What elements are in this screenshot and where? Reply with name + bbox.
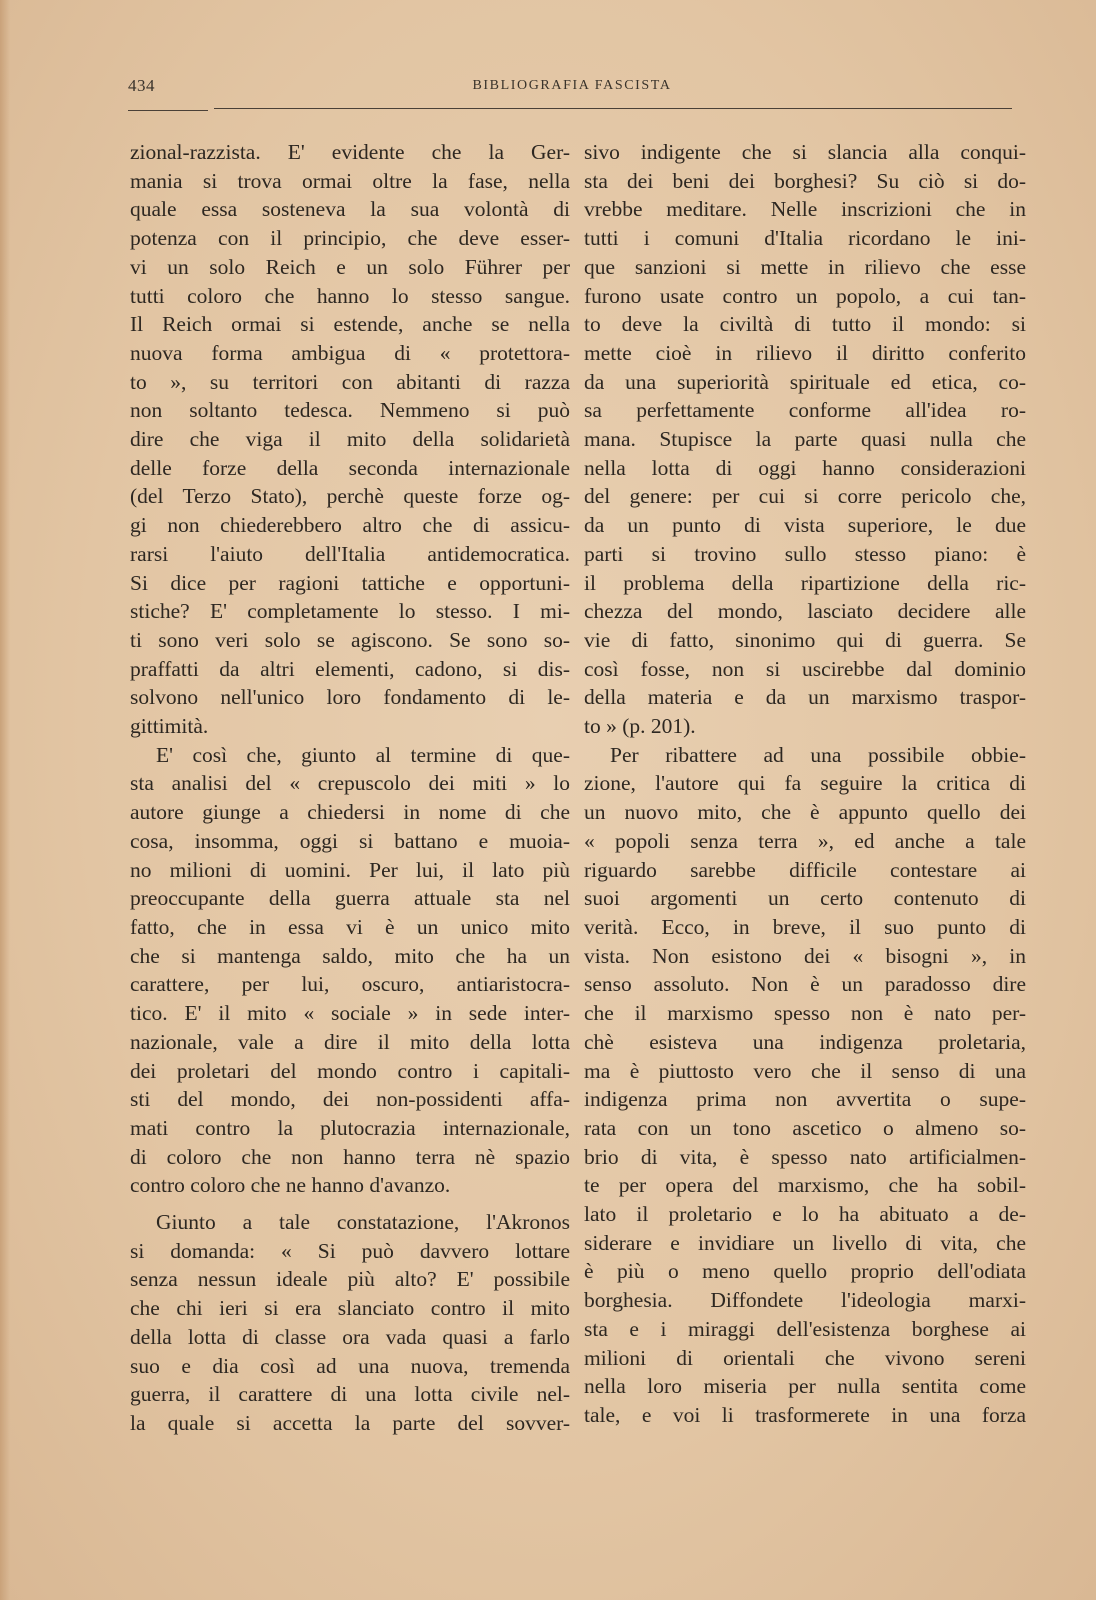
text-line: dire che viga il mito della solidarietà: [130, 427, 570, 452]
text-line: così fosse, non si uscirebbe dal dominio: [584, 656, 1026, 681]
text-line: che il marxismo spesso non è nato per-: [584, 1001, 1026, 1026]
text-line: senso assoluto. Non è un paradosso dire: [584, 972, 1026, 997]
text-line: ma è piuttosto vero che il senso di una: [584, 1058, 1026, 1083]
text-line: nella lotta di oggi hanno considerazioni: [584, 455, 1026, 480]
text-line: mati contro la plutocrazia internazionale,: [130, 1115, 570, 1140]
text-line: rarsi l'aiuto dell'Italia antidemocratica.: [130, 541, 570, 566]
text-line: ti sono veri solo se agiscono. Se sono so-: [130, 627, 570, 652]
text-line: milioni di orientali che vivono sereni: [584, 1345, 1026, 1370]
text-line: sta e i miraggi dell'esistenza borghese ai: [584, 1316, 1026, 1341]
text-line: E' così che, giunto al termine di que-: [156, 742, 570, 767]
text-line: autore giunge a chiedersi in nome di che: [130, 800, 570, 825]
text-line: la quale si accetta la parte del sovver-: [130, 1410, 570, 1435]
text-line: gittimità.: [130, 714, 209, 739]
text-line: tico. E' il mito « sociale » in sede inter-: [130, 1001, 570, 1026]
text-line: to deve la civiltà di tutto il mondo: si: [584, 312, 1026, 337]
text-line: brio di vita, è spesso nato artificialmen-: [584, 1144, 1026, 1169]
header-rule-short: [128, 110, 208, 111]
text-line: tutti coloro che hanno lo stesso sangue.: [130, 283, 570, 308]
text-line: zione, l'autore qui fa seguire la critica di: [584, 771, 1026, 796]
text-line: Si dice per ragioni tattiche e opportuni-: [130, 570, 570, 595]
text-line: praffatti da altri elementi, cadono, si dis-: [130, 656, 570, 681]
text-line: che si mantenga saldo, mito che ha un: [130, 943, 570, 968]
text-line: zional-razzista. E' evidente che la Ger-: [130, 140, 570, 164]
text-line: (del Terzo Stato), perchè queste forze og-: [130, 484, 570, 509]
text-line: gi non chiederebbero altro che di assicu-: [130, 513, 570, 538]
text-line: no milioni di uomini. Per lui, il lato più: [130, 857, 570, 882]
page-header: [128, 76, 1016, 100]
text-line: delle forze della seconda internazionale: [130, 455, 570, 480]
text-line: chè esisteva una indigenza proletaria,: [584, 1029, 1026, 1054]
text-line: della materia e da un marxismo traspor-: [584, 685, 1026, 710]
header-rule-long: [214, 108, 1012, 109]
text-line: nella loro miseria per nulla sentita come: [584, 1374, 1026, 1399]
text-line: il problema della ripartizione della ric-: [584, 570, 1026, 595]
text-line: stiche? E' completamente lo stesso. I mi-: [130, 599, 570, 624]
text-line: verità. Ecco, in breve, il suo punto di: [584, 914, 1026, 939]
text-line: potenza con il principio, che deve esser-: [130, 226, 570, 251]
text-line: quale essa sosteneva la sua volontà di: [130, 197, 570, 222]
text-line: tale, e voi li trasformerete in una forza: [584, 1402, 1026, 1427]
text-line: senza nessun ideale più alto? E' possibile: [130, 1267, 570, 1292]
text-line: mana. Stupisce la parte quasi nulla che: [584, 427, 1026, 452]
right-text-column: [584, 138, 1026, 1430]
text-line: borghesia. Diffondete l'ideologia marxi-: [584, 1288, 1026, 1313]
text-line: della lotta di classe ora vada quasi a farlo: [130, 1324, 570, 1349]
text-line: vrebbe meditare. Nelle inscrizioni che in: [584, 197, 1026, 222]
text-line: mette cioè in rilievo il diritto conferito: [584, 340, 1026, 365]
text-line: suoi argomenti un certo contenuto di: [584, 886, 1026, 911]
text-line: Per ribattere ad una possibile obbie-: [610, 742, 1026, 767]
text-line: Giunto a tale constatazione, l'Akronos: [156, 1210, 570, 1235]
text-line: dei proletari del mondo contro i capitali-: [130, 1058, 570, 1083]
text-line: mania si trova ormai oltre la fase, nella: [130, 168, 570, 193]
text-line: suo e dia così ad una nuova, tremenda: [130, 1353, 570, 1378]
text-line: furono usate contro un popolo, a cui tan-: [584, 283, 1026, 308]
text-line: chezza del mondo, lasciato decidere alle: [584, 599, 1026, 624]
text-line: del genere: per cui si corre pericolo che,: [584, 484, 1026, 509]
text-line: da una superiorità spirituale ed etica, co-: [584, 369, 1026, 394]
text-line: tutti i comuni d'Italia ricordano le ini-: [584, 226, 1026, 251]
text-line: parti si trovino sullo stesso piano: è: [584, 541, 1026, 566]
text-line: Il Reich ormai si estende, anche se nella: [130, 312, 570, 337]
text-line: sta dei beni dei borghesi? Su ciò si do-: [584, 168, 1026, 193]
text-line: rata con un tono ascetico o almeno so-: [584, 1115, 1026, 1140]
text-line: contro coloro che ne hanno d'avanzo.: [130, 1173, 451, 1198]
text-line: « popoli senza terra », ed anche a tale: [584, 828, 1026, 853]
text-line: nuova forma ambigua di « protettora-: [130, 340, 570, 365]
text-line: siderare e invidiare un livello di vita, che: [584, 1230, 1026, 1255]
left-text-column: [130, 138, 570, 1438]
text-line: di coloro che non hanno terra nè spazio: [130, 1144, 570, 1169]
text-line: lato il proletario e lo ha abituato a de-: [584, 1202, 1026, 1227]
text-line: sivo indigente che si slancia alla conqui-: [584, 140, 1026, 164]
text-line: vi un solo Reich e un solo Führer per: [130, 254, 570, 279]
text-line: que sanzioni si mette in rilievo che esse: [584, 254, 1026, 279]
text-line: da un punto di vista superiore, le due: [584, 513, 1026, 538]
page-number: 434: [128, 76, 155, 95]
text-line: to », su territori con abitanti di razza: [130, 369, 570, 394]
text-line: riguardo sarebbe difficile contestare ai: [584, 857, 1026, 882]
text-line: cosa, insomma, oggi si battano e muoia-: [130, 828, 570, 853]
text-line: non soltanto tedesca. Nemmeno si può: [130, 398, 570, 423]
text-line: guerra, il carattere di una lotta civile nel-: [130, 1382, 570, 1407]
text-line: è più o meno quello proprio dell'odiata: [584, 1259, 1026, 1284]
text-line: te per opera del marxismo, che ha sobil-: [584, 1173, 1026, 1198]
text-line: fatto, che in essa vi è un unico mito: [130, 914, 570, 939]
text-line: nazionale, vale a dire il mito della lotta: [130, 1029, 570, 1054]
text-line: un nuovo mito, che è appunto quello dei: [584, 800, 1026, 825]
text-line: si domanda: « Si può davvero lottare: [130, 1238, 570, 1263]
text-line: solvono nell'unico loro fondamento di le-: [130, 685, 570, 710]
text-line: carattere, per lui, oscuro, antiaristocra-: [130, 972, 570, 997]
text-line: to » (p. 201).: [584, 714, 696, 739]
text-line: indigenza prima non avvertita o supe-: [584, 1087, 1026, 1112]
text-line: vie di fatto, sinonimo qui di guerra. Se: [584, 627, 1026, 652]
text-line: sti del mondo, dei non-possidenti affa-: [130, 1087, 570, 1112]
running-title: BIBLIOGRAFIA FASCISTA: [472, 78, 672, 93]
page-edge: [0, 0, 10, 1600]
text-line: preoccupante della guerra attuale sta nel: [130, 886, 570, 911]
text-line: sa perfettamente conforme all'idea ro-: [584, 398, 1026, 423]
text-line: sta analisi del « crepuscolo dei miti » lo: [130, 771, 570, 796]
text-line: che chi ieri si era slanciato contro il mito: [130, 1296, 570, 1321]
text-line: vista. Non esistono dei « bisogni », in: [584, 943, 1026, 968]
